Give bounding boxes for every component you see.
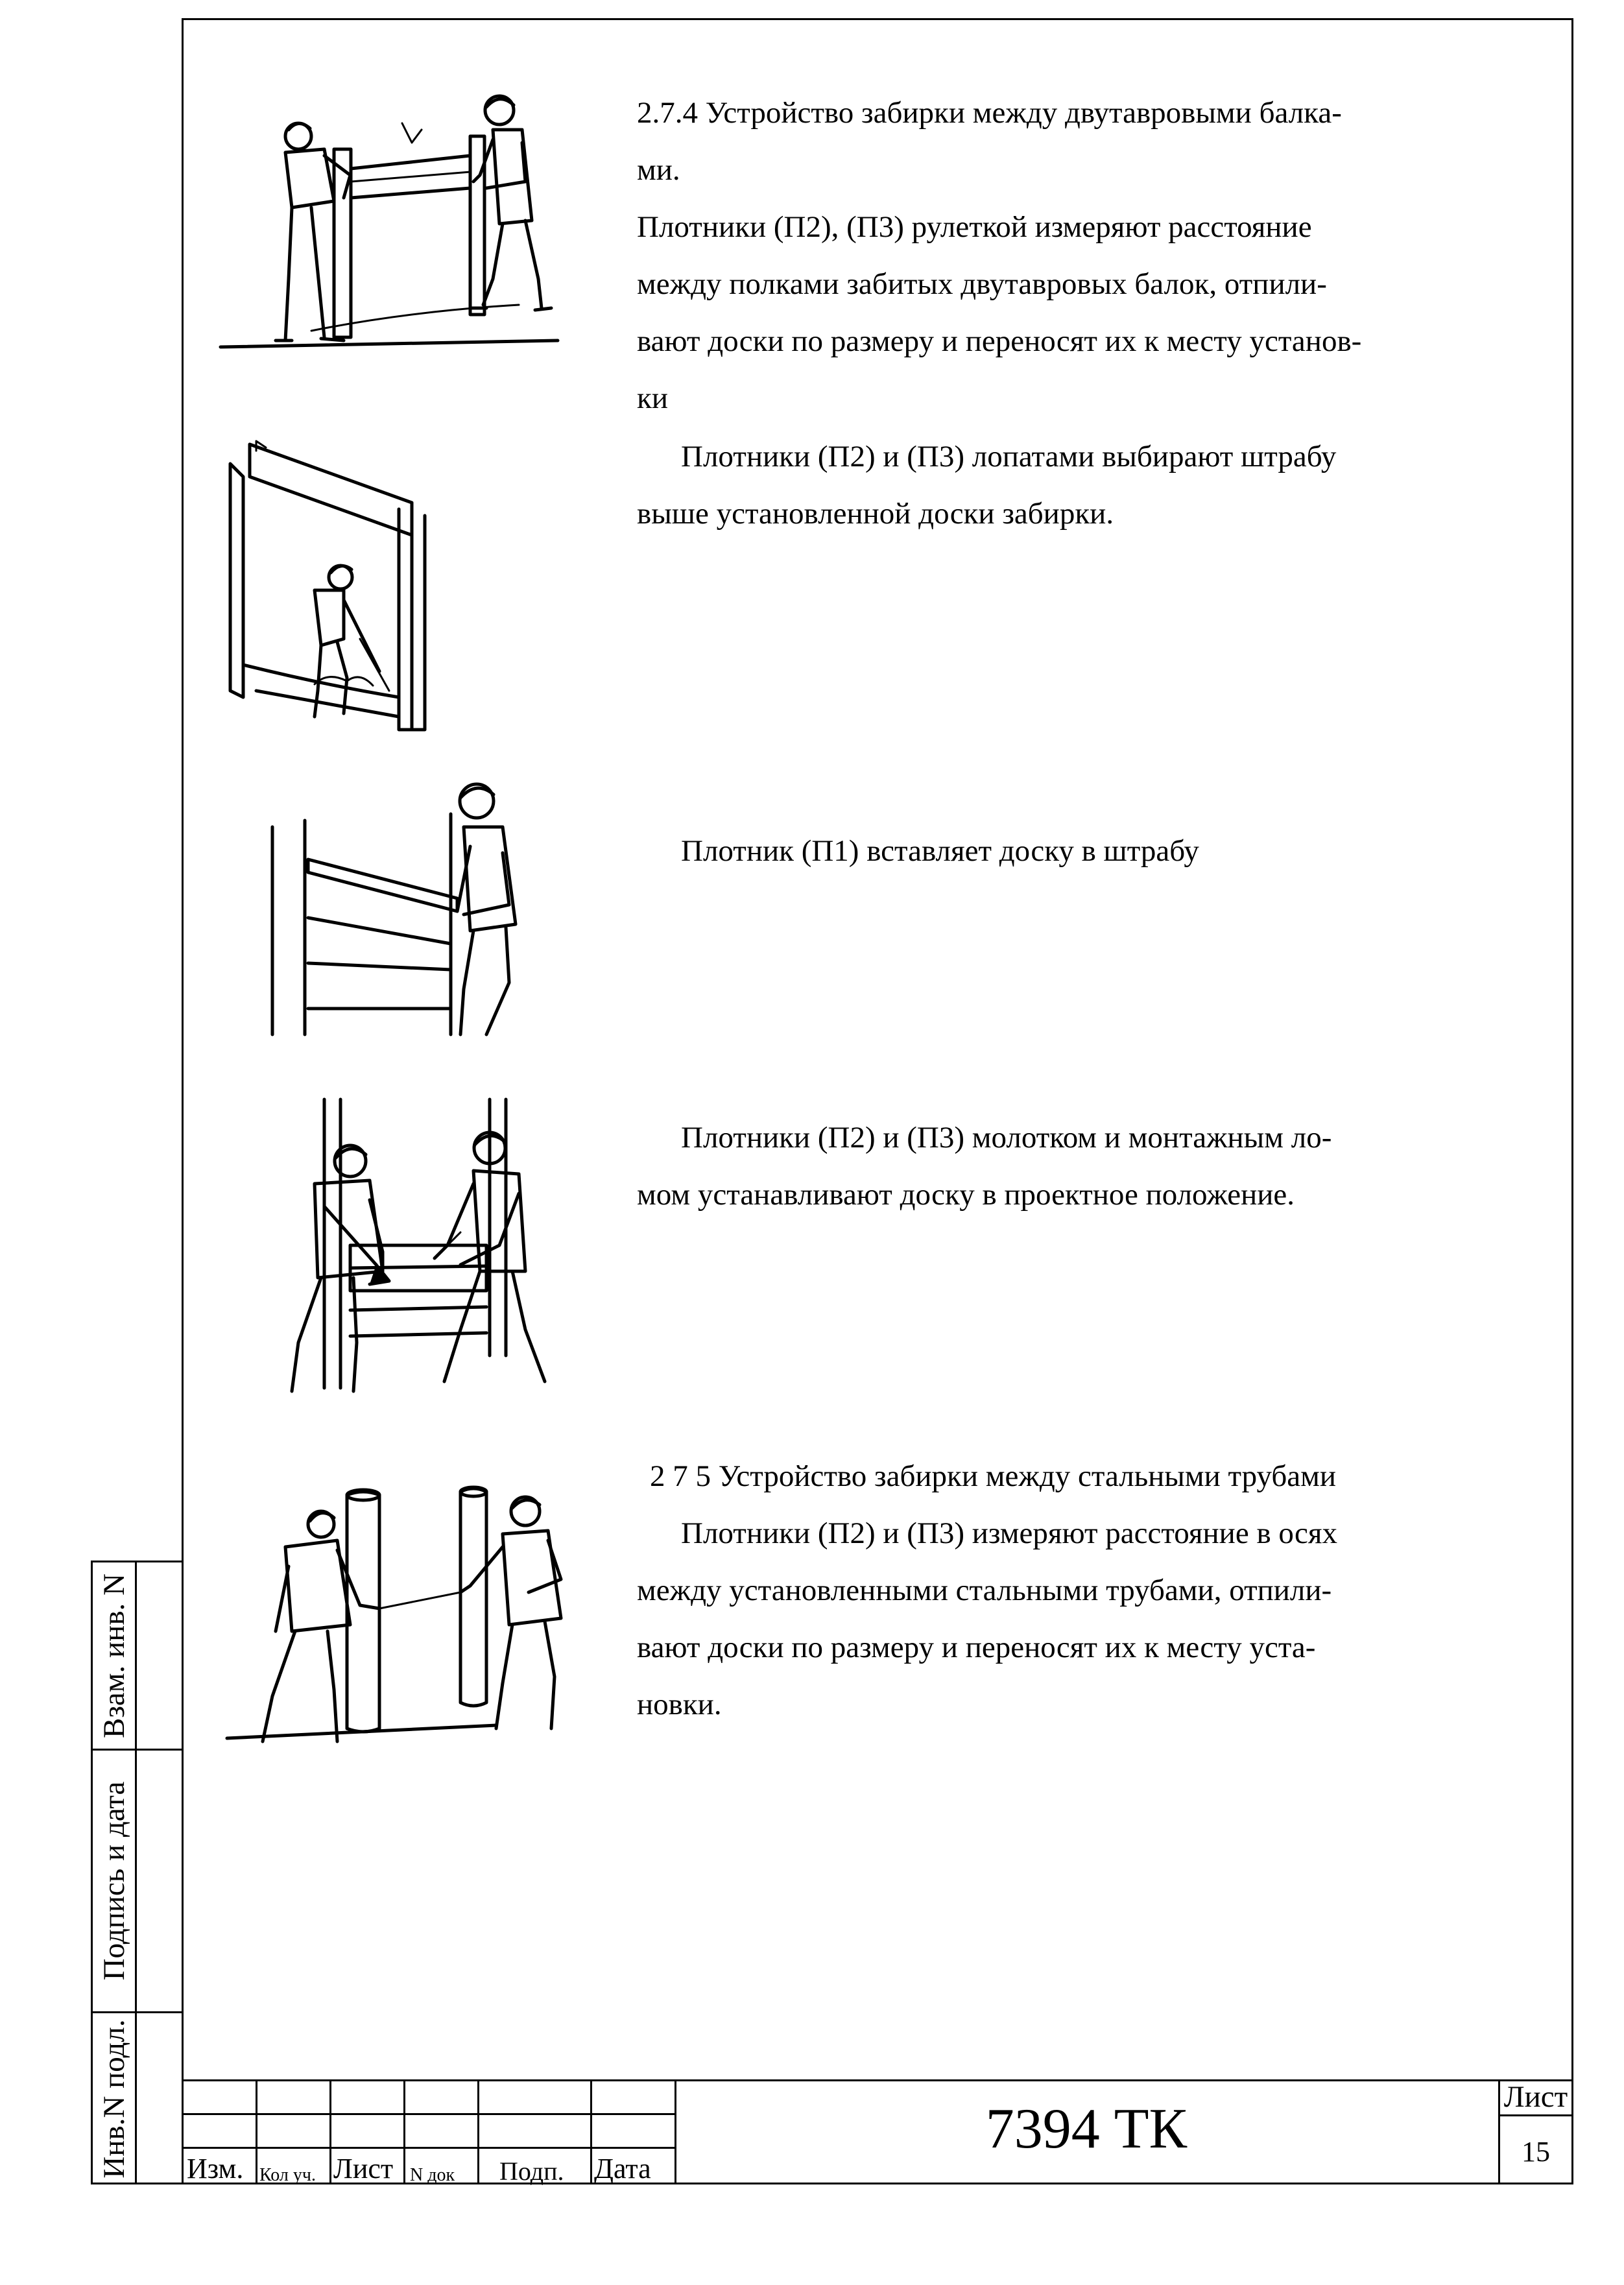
text-line: 2 7 5 Устройство забирки между стальными трубами [650,1459,1337,1493]
tb-col-line [590,2079,592,2184]
figure-hammer-crowbar [240,1096,577,1407]
vzam-inv-label: Взам. инв. N [97,1573,131,1738]
side-stamp-podpis-cell [93,1751,135,2013]
figure-insert-board [263,775,542,1041]
col-izm-label: Изм. [187,2153,244,2184]
col-podp-label: Подп. [499,2157,564,2186]
inv-podl-label: Инв.N подл. [97,2019,131,2179]
sheet-label: Лист [1503,2080,1568,2114]
hammer-step-text [637,1109,1435,1223]
side-stamp-value-column [137,1562,184,2183]
side-stamp-inv-value [137,2013,184,2184]
text-line: новки. [637,1688,722,1721]
figure-shoveling-trench [217,431,464,736]
document-code: 7394 ТК [985,2098,1188,2160]
text-line: между установленными стальными трубами, отпили- [637,1573,1332,1607]
side-stamp-label-column [93,1562,137,2183]
side-stamp [91,1561,182,2184]
tb-col-line [477,2079,479,2184]
text-line: между полками забитых двутавровых балок, отпили- [637,267,1327,301]
tb-col-line [256,2079,257,2184]
figure-measuring-pipes [224,1469,613,1761]
text-line: выше установленной доски забирки. [637,497,1114,531]
text-line: ми. [637,153,680,187]
text-line: мом устанавливают доску в проектное положение. [637,1178,1295,1212]
text-line: вают доски по размеру и переносят их к месту установ- [637,324,1362,358]
section-2-7-5-text [637,1448,1435,1733]
insert-board-text [637,822,1435,879]
text-line: Плотники (П2) и (П3) лопатами выбирают штрабу [681,440,1337,473]
sheet-number: 15 [1522,2136,1550,2168]
text-line: Плотники (П2) и (П3) измеряют расстояние в осях [681,1516,1338,1550]
tb-row-line [1498,2114,1573,2116]
section-2-7-4-text [637,84,1435,427]
podpis-data-label: Подпись и дата [97,1781,131,1981]
text-line: вают доски по размеру и переносят их к месту уста- [637,1631,1316,1664]
text-line: Плотники (П2) и (П3) молотком и монтажным ло- [681,1121,1332,1154]
text-line: Плотники (П2), (П3) рулеткой измеряют расстояние [637,210,1312,244]
col-kol-uch-label: Кол уч. [259,2165,316,2185]
figure-measuring-ibeams [214,84,577,357]
side-stamp-vzam-cell [93,1562,135,1751]
col-list-label: Лист [333,2153,394,2184]
text-line: 2.7.4 Устройство забирки между двутавровыми балка- [637,96,1342,130]
side-stamp-inv-cell [93,2013,135,2184]
tb-top-border [182,2079,1573,2081]
text-line: ки [637,381,668,415]
col-n-dok-label: N док [410,2165,455,2185]
shovel-step-text [637,428,1435,542]
side-stamp-podpis-value [137,1751,184,2013]
title-block [182,2079,1573,2184]
col-data-label: Дата [594,2153,651,2184]
tb-col-line [403,2079,405,2184]
text-line: Плотник (П1) вставляет доску в штрабу [681,834,1199,868]
side-stamp-vzam-value [137,1562,184,1751]
tb-col-line [329,2079,331,2184]
